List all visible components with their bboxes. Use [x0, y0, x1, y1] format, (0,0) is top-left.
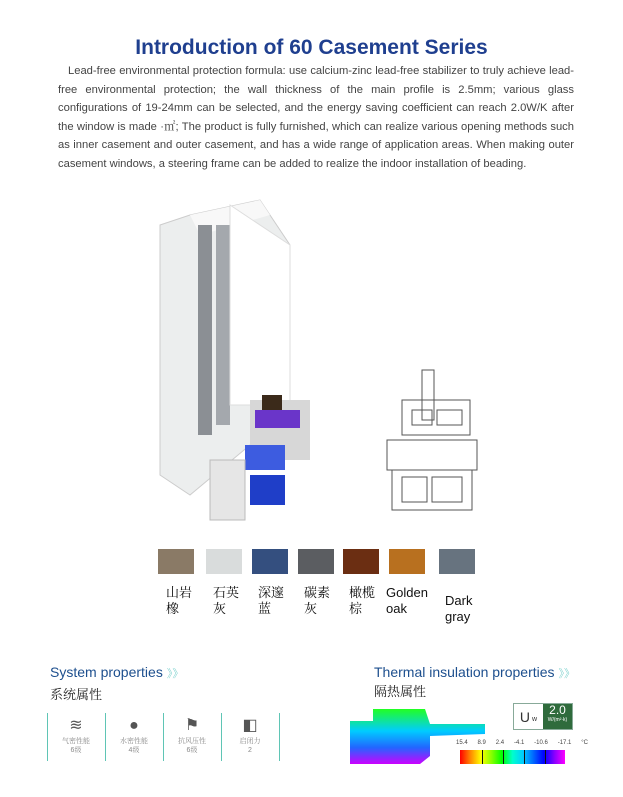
arrows-icon: 》》	[166, 668, 184, 680]
property-value: 2	[248, 747, 252, 754]
swatch-3[interactable]	[298, 549, 334, 574]
property-value: 6级	[186, 747, 198, 754]
door-icon: ◧	[242, 717, 258, 734]
property-item	[163, 715, 221, 755]
swatch-label: 石英灰	[213, 585, 240, 616]
swatch-0[interactable]	[158, 549, 194, 574]
swatch-6[interactable]	[439, 549, 475, 574]
system-properties-heading	[50, 664, 183, 681]
air-icon: ≋	[69, 717, 83, 734]
property-name: 抗风压性	[178, 738, 206, 745]
swatch-label: 山岩橡	[166, 585, 193, 616]
property-item	[221, 715, 279, 755]
intro-paragraph: Lead-free environmental protection formula: use calcium-zinc lead-free stabilizer to truly achieve lead-free environmental protection; the wall thickness of the main profile is 2.5mm; various glass configurations of 19-24mm can be selected, and the energy saving coefficient can reach 2.0W/K after the window is made ·㎡; The product is fully furnished, which can realize various opening methods such as inner casement and outer casement, and has a wide range of application areas. When making outer casement windows, a steering frame can be added to realize the indoor installation of beading.	[58, 65, 574, 170]
uw-label: U	[519, 708, 531, 725]
property-value: 6级	[70, 747, 82, 754]
swatch-4[interactable]	[343, 549, 379, 574]
swatch-5[interactable]	[389, 549, 425, 574]
swatch-label: 碳素灰	[304, 585, 331, 616]
scale-label: 15.4	[456, 740, 468, 746]
scale-label: -10.6	[534, 740, 548, 746]
wind-flag-icon: ⚑	[184, 717, 200, 734]
water-drop-icon: ●	[129, 717, 139, 734]
arrows-icon: 》》	[558, 668, 576, 680]
heading-text: System properties	[50, 664, 163, 680]
uw-value-badge	[513, 703, 573, 730]
swatch-label: Golden oak	[386, 585, 428, 616]
scale-label: °C	[581, 740, 588, 746]
scale-label: 8.9	[477, 740, 486, 746]
temperature-color-bar	[460, 750, 565, 764]
page-title: Introduction of 60 Casement Series	[135, 36, 488, 59]
property-item	[47, 715, 105, 755]
thermal-properties-subheading: 隔热属性	[374, 684, 427, 699]
system-properties-subheading: 系统属性	[50, 687, 103, 702]
swatch-label: 深邃蓝	[258, 585, 285, 616]
uw-unit: W/(m²·k)	[547, 717, 568, 723]
swatch-label: Dark gray	[445, 593, 473, 624]
property-value: 4级	[128, 747, 140, 754]
uw-sub: w	[532, 716, 538, 723]
scale-label: -4.1	[513, 740, 525, 746]
property-name: 启闭力	[239, 738, 261, 745]
swatch-label: 橄榄棕	[349, 585, 376, 616]
window-profile-image	[150, 195, 320, 525]
swatch-1[interactable]	[206, 549, 242, 574]
profile-cross-section-drawing	[382, 365, 482, 515]
property-item	[105, 715, 163, 755]
swatch-2[interactable]	[252, 549, 288, 574]
scale-label: -17.1	[557, 740, 572, 746]
temperature-scale-labels	[456, 740, 588, 746]
thermal-properties-heading	[374, 664, 575, 681]
property-name: 水密性能	[120, 738, 148, 745]
uw-number: 2.0	[549, 703, 566, 717]
scale-label: 2.4	[495, 740, 505, 746]
property-name: 气密性能	[62, 738, 90, 745]
heading-text: Thermal insulation properties	[374, 664, 555, 680]
